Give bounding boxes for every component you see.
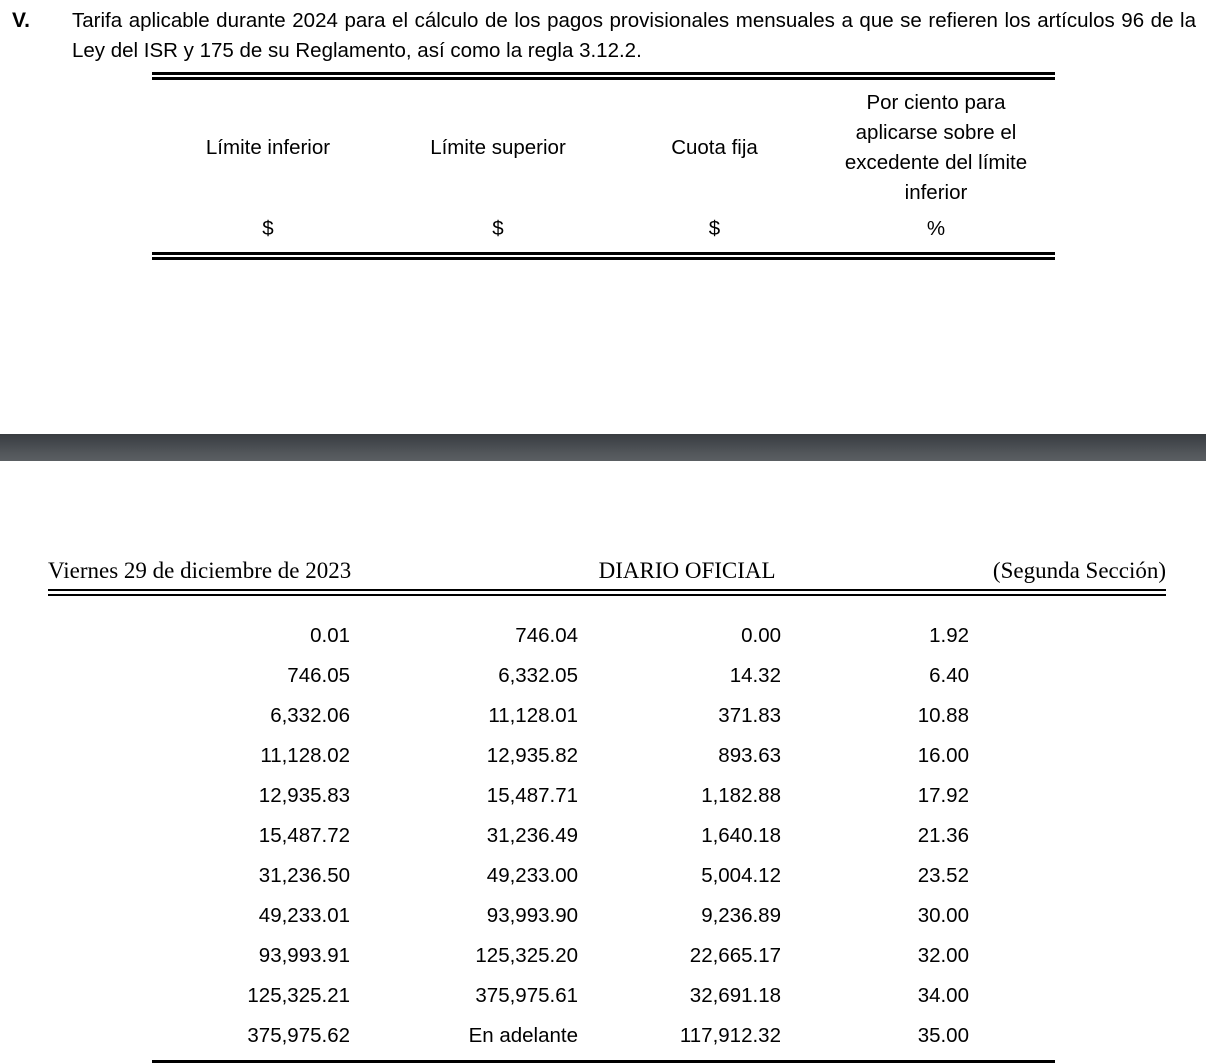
intro-text: Tarifa aplicable durante 2024 para el cálculo de los pagos provisionales mensuales a que se refieren los artículos 96 de la Ley del ISR y 175 de su Reglamento, así como la regla 3.12.2. [72,9,1196,62]
table-cell: 117,912.32 [679,1024,781,1047]
running-header-date: Viernes 29 de diciembre de 2023 [48,558,352,583]
table-cell: 15,487.72 [258,824,350,847]
table-row [152,816,1055,856]
table-cell: 14.32 [729,664,781,687]
intro-numeral: V. [12,9,30,32]
running-header-publication: DIARIO OFICIAL [598,558,776,583]
table-header-row [152,80,1055,216]
running-page-header [48,556,1166,596]
table-row [152,776,1055,816]
table-cell: 15,487.71 [486,784,578,807]
column-header-limite-inferior: Límite inferior [205,136,331,159]
table-cell: 16.00 [917,744,969,767]
table-cell: 1.92 [929,624,969,647]
table-cell: 1,182.88 [701,784,781,807]
running-header-rule [48,589,1166,596]
table-row [152,696,1055,736]
running-header-section: (Segunda Sección) [992,558,1166,583]
unit-limite-superior: $ [492,217,504,240]
table-cell: 893.63 [718,744,781,767]
table-cell: 34.00 [917,984,969,1007]
column-header-por-ciento-line-1: Por ciento para [866,91,1006,114]
table-cell: 0.01 [310,624,350,647]
table-cell: 31,236.49 [486,824,578,847]
table-cell: 32.00 [917,944,969,967]
table-cell: 746.05 [287,664,350,687]
table-row [152,936,1055,976]
tariff-table-header [152,72,1055,260]
table-cell: 9,236.89 [701,904,781,927]
table-top-rule [152,72,1055,80]
table-cell: 746.04 [515,624,578,647]
table-cell: 11,128.01 [488,704,578,727]
table-cell: 32,691.18 [689,984,781,1007]
column-header-por-ciento-line-2: aplicarse sobre el [855,121,1017,144]
column-header-cuota-fija: Cuota fija [671,136,758,159]
table-cell: 21.36 [917,824,969,847]
table-cell: 5,004.12 [701,864,781,887]
column-header-por-ciento-line-3: excedente del límite [844,151,1028,174]
table-cell: 17.92 [917,784,969,807]
table-header-bottom-rule [152,252,1055,260]
table-cell: 30.00 [917,904,969,927]
table-units-row [152,216,1055,252]
unit-por-ciento: % [926,217,946,240]
table-row [152,856,1055,896]
page-break-banner [0,434,1206,461]
table-cell: 10.88 [917,704,969,727]
table-row [152,896,1055,936]
intro-paragraph [0,6,1206,66]
table-cell: 375,975.61 [475,984,578,1007]
table-cell: 12,935.83 [258,784,350,807]
tariff-table-body [152,616,1055,1063]
table-cell: 93,993.91 [258,944,350,967]
table-cell: 35.00 [917,1024,969,1047]
column-header-por-ciento [817,88,1055,208]
unit-cuota-fija: $ [708,217,721,240]
table-cell: 0.00 [741,624,781,647]
table-cell: 31,236.50 [258,864,350,887]
table-cell: En adelante [468,1024,578,1047]
table-row [152,976,1055,1016]
table-row [152,1016,1055,1056]
table-cell: 12,935.82 [486,744,578,767]
table-cell: 6,332.05 [498,664,578,687]
table-cell: 125,325.21 [247,984,350,1007]
column-header-limite-superior: Límite superior [430,136,566,159]
table-cell: 125,325.20 [475,944,578,967]
table-cell: 23.52 [917,864,969,887]
table-cell: 22,665.17 [689,944,781,967]
table-cell: 1,640.18 [701,824,781,847]
table-cell: 11,128.02 [260,744,350,767]
column-header-por-ciento-line-4: inferior [904,181,968,204]
table-cell: 49,233.01 [258,904,350,927]
table-row [152,656,1055,696]
table-cell: 49,233.00 [486,864,578,887]
table-row [152,616,1055,656]
unit-limite-inferior: $ [262,217,274,240]
table-cell: 371.83 [718,704,781,727]
table-cell: 6.40 [929,664,969,687]
table-cell: 93,993.90 [486,904,578,927]
table-row [152,736,1055,776]
table-cell: 6,332.06 [270,704,350,727]
table-cell: 375,975.62 [247,1024,350,1047]
